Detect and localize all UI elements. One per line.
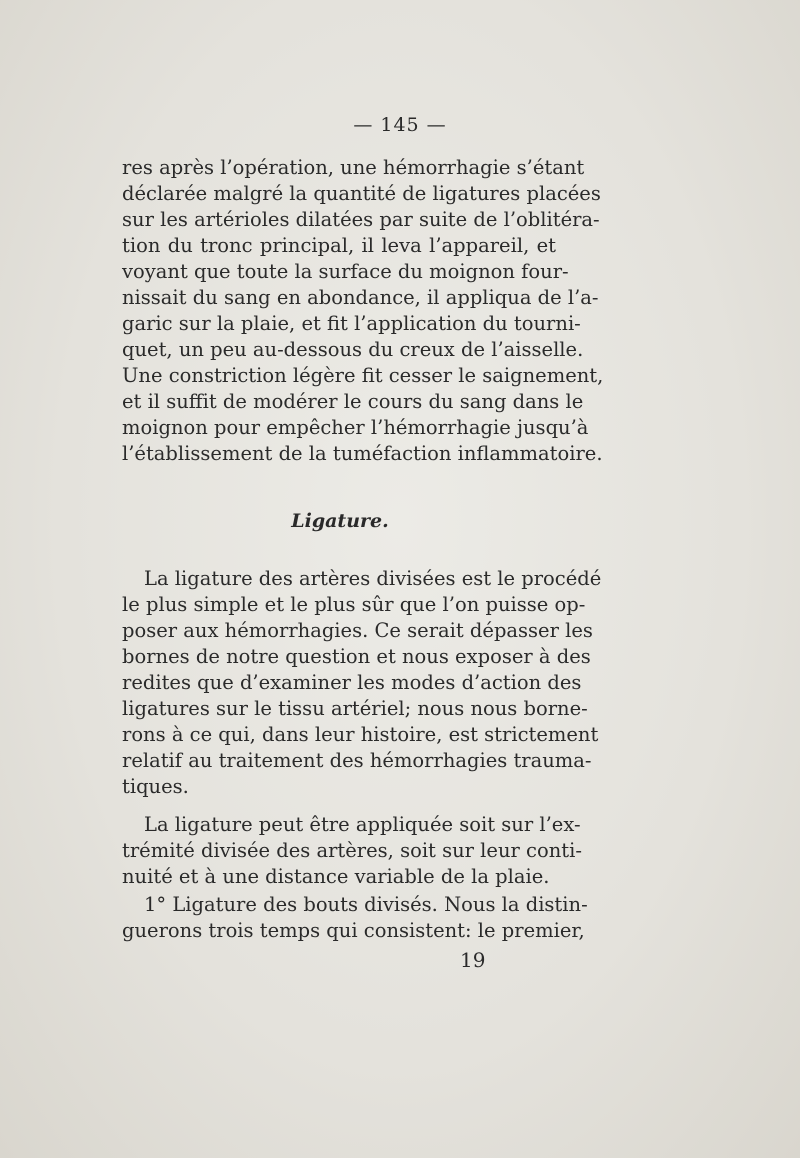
text-line: voyant que toute la surface du moignon four- bbox=[122, 260, 569, 283]
text-line: quet, un peu au-dessous du creux de l’aisselle. bbox=[122, 338, 584, 361]
text-line: moignon pour empêcher l’hémorrhagie jusqu’à bbox=[122, 416, 589, 439]
text-line: le plus simple et le plus sûr que l’on puisse op- bbox=[122, 593, 586, 616]
text-line: tion du tronc principal, il leva l’appareil, et bbox=[122, 234, 556, 257]
text-line: redites que d’examiner les modes d’action des bbox=[122, 671, 582, 694]
text-line: Une constriction légère fit cesser le saignement, bbox=[122, 364, 604, 387]
text-line: trémité divisée des artères, soit sur leur conti- bbox=[122, 839, 582, 862]
text-line: La ligature peut être appliquée soit sur l’ex- bbox=[144, 813, 581, 836]
text-line: nissait du sang en abondance, il appliqua de l’a- bbox=[122, 286, 599, 309]
text-line: tiques. bbox=[122, 775, 189, 798]
text-line: La ligature des artères divisées est le procédé bbox=[144, 567, 602, 590]
section-heading: Ligature. bbox=[291, 510, 389, 532]
text-line: l’établissement de la tuméfaction inflammatoire. bbox=[122, 442, 603, 465]
text-line: déclarée malgré la quantité de ligatures placées bbox=[122, 182, 601, 205]
text-line: res après l’opération, une hémorrhagie s’étant bbox=[122, 156, 585, 179]
text-line: sur les artérioles dilatées par suite de l’oblitéra- bbox=[122, 208, 600, 231]
text-line: et il suffit de modérer le cours du sang dans le bbox=[122, 390, 584, 413]
text-line: garic sur la plaie, et fit l’application du tourni- bbox=[122, 312, 581, 335]
text-line: ligatures sur le tissu artériel; nous nous borne- bbox=[122, 697, 588, 720]
text-line: relatif au traitement des hémorrhagies trauma- bbox=[122, 749, 592, 772]
text-line: rons à ce qui, dans leur histoire, est strictement bbox=[122, 723, 599, 746]
text-line: bornes de notre question et nous exposer à des bbox=[122, 645, 591, 668]
text-line: nuité et à une distance variable de la plaie. bbox=[122, 865, 550, 888]
text-line: 1° Ligature des bouts divisés. Nous la distin- bbox=[144, 893, 588, 916]
signature-mark: 19 bbox=[460, 948, 486, 972]
text-line: guerons trois temps qui consistent: le premier, bbox=[122, 919, 585, 942]
page-number: — 145 — bbox=[353, 114, 447, 136]
text-line: poser aux hémorrhagies. Ce serait dépasser les bbox=[122, 619, 593, 642]
